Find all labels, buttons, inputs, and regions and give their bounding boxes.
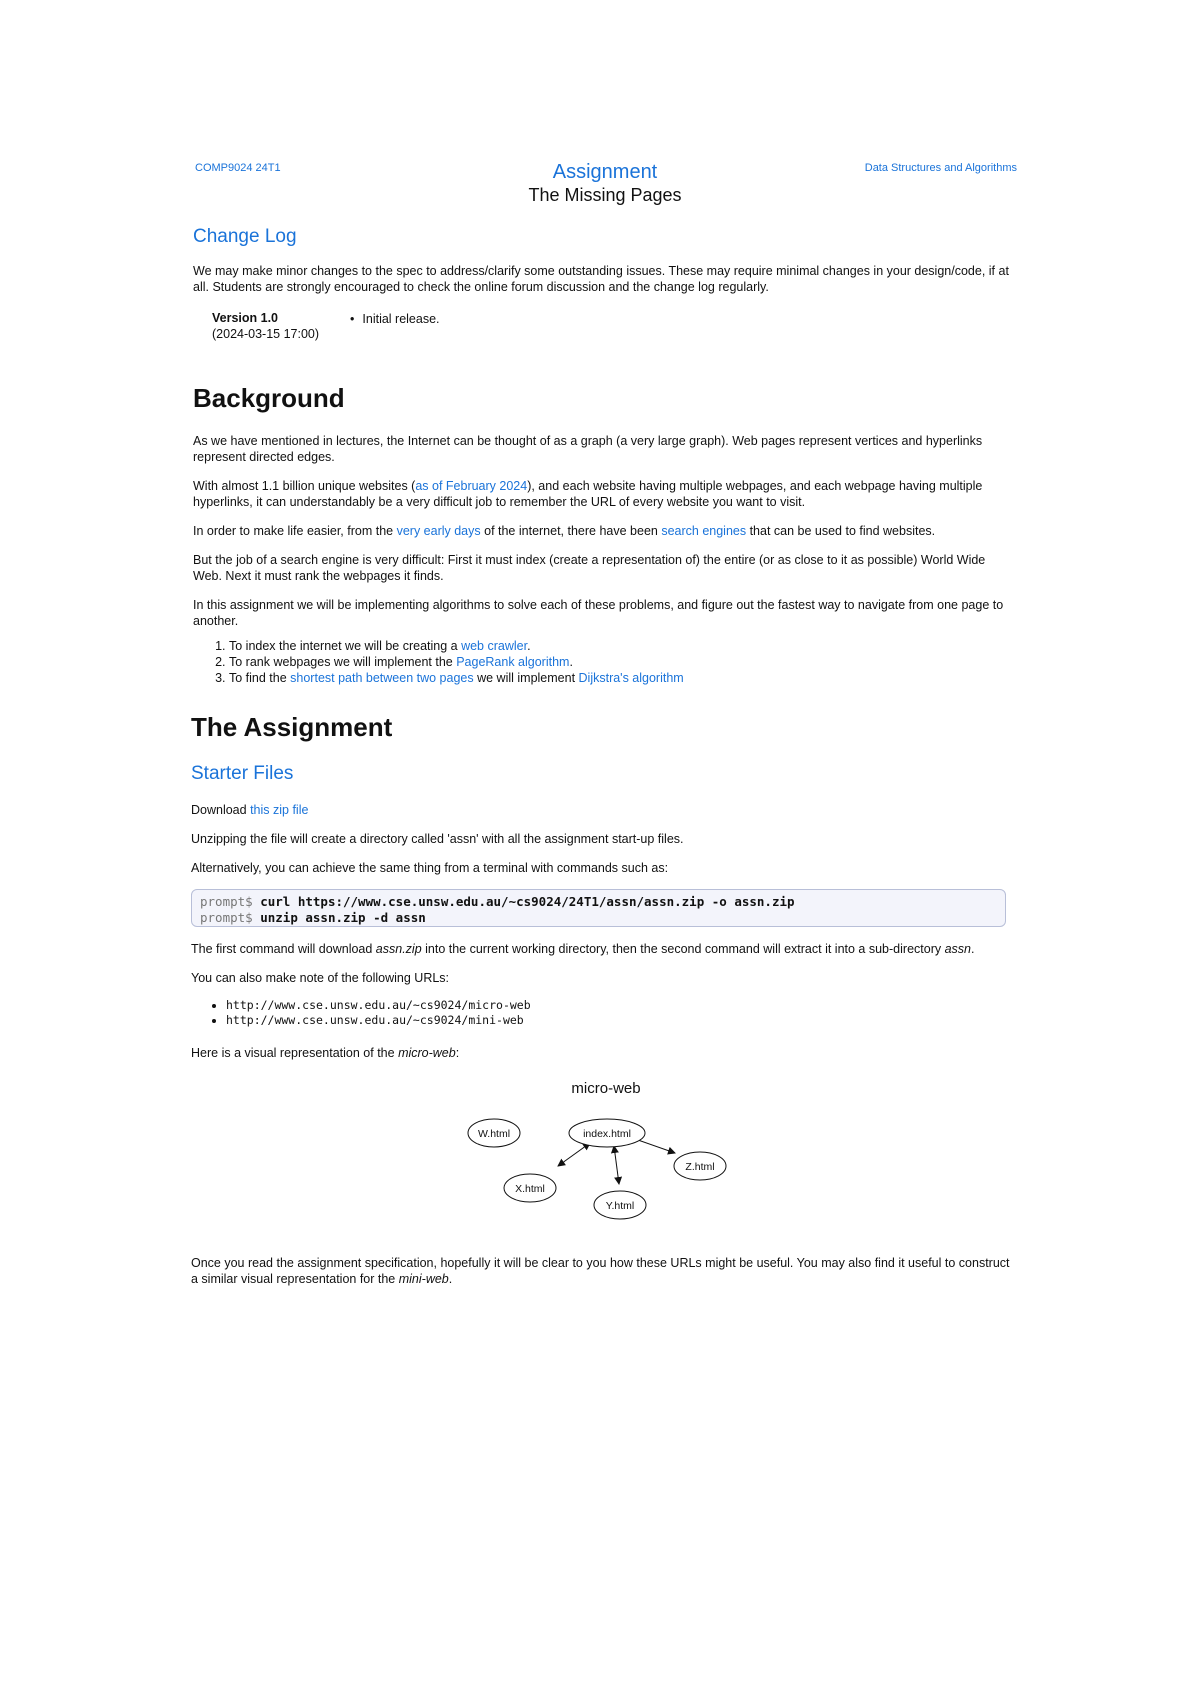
changelog-paragraph: We may make minor changes to the spec to address/clarify some outstanding issues. These may require minimal changes in your design/code, if at all. Students are strongly encouraged to check the online forum discussion and the change log regularly. [193, 264, 1009, 294]
code-command: unzip assn.zip -d assn [260, 910, 426, 925]
text-emphasis: assn.zip [375, 942, 422, 956]
text-span: Download [191, 803, 251, 817]
changelog-heading[interactable]: Change Log [193, 226, 297, 247]
node-index-html[interactable] [569, 1119, 645, 1147]
link-pagerank[interactable]: PageRank algorithm [456, 655, 570, 669]
list-item [229, 670, 684, 686]
node-label: index.html [583, 1128, 631, 1140]
text-span: To rank webpages we will implement the [229, 655, 457, 669]
page-title[interactable]: Assignment [552, 161, 658, 183]
text-span: : [455, 1046, 460, 1060]
node-x-html[interactable] [504, 1174, 556, 1202]
download-line [191, 802, 1011, 818]
unzip-line [191, 831, 1011, 847]
diagram-title: micro-web [571, 1080, 641, 1097]
edge-index-y [614, 1146, 619, 1184]
changelog-text [193, 263, 1013, 295]
background-paragraph-5: In this assignment we will be implementing algorithms to solve each of these problems, and figure out the fastest way to navigate from one page to another. [193, 598, 1004, 628]
micro-web-diagram [460, 1078, 740, 1228]
node-w-html[interactable] [468, 1119, 520, 1147]
closing-line [191, 1255, 1011, 1287]
text-span: The first command will download [191, 942, 376, 956]
link-dijkstra[interactable]: Dijkstra's algorithm [578, 671, 684, 685]
steps-list [193, 638, 684, 686]
text-span: With almost 1.1 billion unique websites ( [193, 479, 416, 493]
link-zip-file[interactable]: this zip file [250, 803, 309, 817]
link-search-engines[interactable]: search engines [661, 524, 747, 538]
background-paragraph-4: But the job of a search engine is very difficult: First it must index (create a representation of) the entire (or as close to it as possible) World Wide Web. Next it must rank the webpages it finds. [193, 553, 986, 583]
text-span: that can be used to find websites. [746, 524, 936, 538]
page-subtitle: The Missing Pages [528, 185, 682, 205]
unzip-paragraph: Unzipping the file will create a directory called 'assn' with all the assignment start-up files. [191, 832, 684, 846]
code-line [200, 910, 997, 926]
background-p5 [193, 597, 1013, 629]
node-z-html[interactable] [674, 1152, 726, 1180]
code-command: curl https://www.cse.unsw.edu.au/~cs9024/24T1/assn/assn.zip -o assn.zip [260, 894, 795, 909]
edge-index-x [558, 1143, 590, 1166]
version-number: Version 1.0 [212, 311, 279, 325]
version-entry [212, 310, 319, 342]
visual-paragraph [191, 1045, 1011, 1061]
background-p3 [193, 523, 1013, 539]
text-span: Here is a visual representation of the [191, 1046, 399, 1060]
closing-paragraph [191, 1255, 1011, 1287]
background-p2 [193, 478, 1013, 510]
code-prompt: prompt$ [200, 894, 261, 909]
alt-line [191, 860, 1011, 876]
background-paragraph-1: As we have mentioned in lectures, the Internet can be thought of as a graph (a very large graph). Web pages represent vertices and hyperlinks represent directed edges. [193, 434, 983, 464]
after-code-paragraph [191, 941, 1011, 957]
text-emphasis: mini-web [398, 1272, 449, 1286]
link-websites-count[interactable]: as of February 2024 [415, 479, 528, 493]
text-span: In order to make life easier, from the [193, 524, 397, 538]
node-label: Z.html [685, 1161, 715, 1173]
text-span: To find the [229, 671, 291, 685]
link-web-crawler[interactable]: web crawler [461, 639, 528, 653]
urls-intro [191, 970, 1011, 986]
download-paragraph [191, 802, 1011, 818]
background-paragraph-2 [193, 478, 1013, 510]
text-span: . [448, 1272, 453, 1286]
edge-index-z [638, 1140, 675, 1153]
list-item [229, 638, 684, 654]
visual-line [191, 1045, 1011, 1061]
alt-paragraph: Alternatively, you can achieve the same thing from a terminal with commands such as: [191, 861, 669, 875]
text-span: ), and each website having multiple webpages, and each webpage having multiple hyperlinks, it can understandably be a very difficult job to remember the URL of every website you want to visit. [193, 479, 983, 509]
text-span: we will implement [473, 671, 579, 685]
course-code[interactable]: COMP9024 24T1 [195, 162, 281, 174]
text-emphasis: assn [944, 942, 971, 956]
node-label: Y.html [605, 1200, 635, 1212]
url-item[interactable]: • http://www.cse.unsw.edu.au/~cs9024/mini-web [226, 1013, 531, 1028]
text-emphasis: micro-web [398, 1046, 456, 1060]
after-code-line [191, 941, 1011, 957]
code-line [200, 894, 997, 910]
text-span: . [970, 942, 975, 956]
node-label: W.html [477, 1128, 511, 1140]
list-item [229, 654, 684, 670]
course-name[interactable]: Data Structures and Algorithms [864, 162, 1017, 174]
release-note: • Initial release. [350, 312, 440, 326]
url-item[interactable]: • http://www.cse.unsw.edu.au/~cs9024/micro-web [226, 998, 531, 1013]
text-span: of the internet, there have been [480, 524, 662, 538]
text-span: To index the internet we will be creating a [229, 639, 462, 653]
assignment-heading: The Assignment [191, 712, 393, 742]
code-block[interactable] [191, 889, 1006, 927]
link-shortest-path[interactable]: shortest path between two pages [290, 671, 474, 685]
background-p4 [193, 552, 1013, 584]
link-very-early-days[interactable]: very early days [396, 524, 481, 538]
page-header [0, 160, 1200, 206]
text-span: into the current working directory, then the second command will extract it into a sub-directory [421, 942, 945, 956]
background-p1 [193, 433, 1013, 465]
text-span: Once you read the assignment specification, hopefully it will be clear to you how these URLs might be useful. You may also find it useful to construct a similar visual representation for the [191, 1256, 1010, 1286]
node-label: X.html [515, 1183, 545, 1195]
text-span: . [569, 655, 573, 669]
starter-files-heading[interactable]: Starter Files [191, 763, 294, 784]
code-prompt: prompt$ [200, 910, 261, 925]
text-span: . [527, 639, 531, 653]
node-y-html[interactable] [594, 1191, 646, 1219]
urls-intro-paragraph: You can also make note of the following URLs: [191, 971, 450, 985]
version-date: (2024-03-15 17:00) [212, 327, 320, 341]
background-paragraph-3 [193, 523, 1013, 539]
url-list [190, 998, 531, 1028]
background-heading: Background [193, 383, 345, 413]
